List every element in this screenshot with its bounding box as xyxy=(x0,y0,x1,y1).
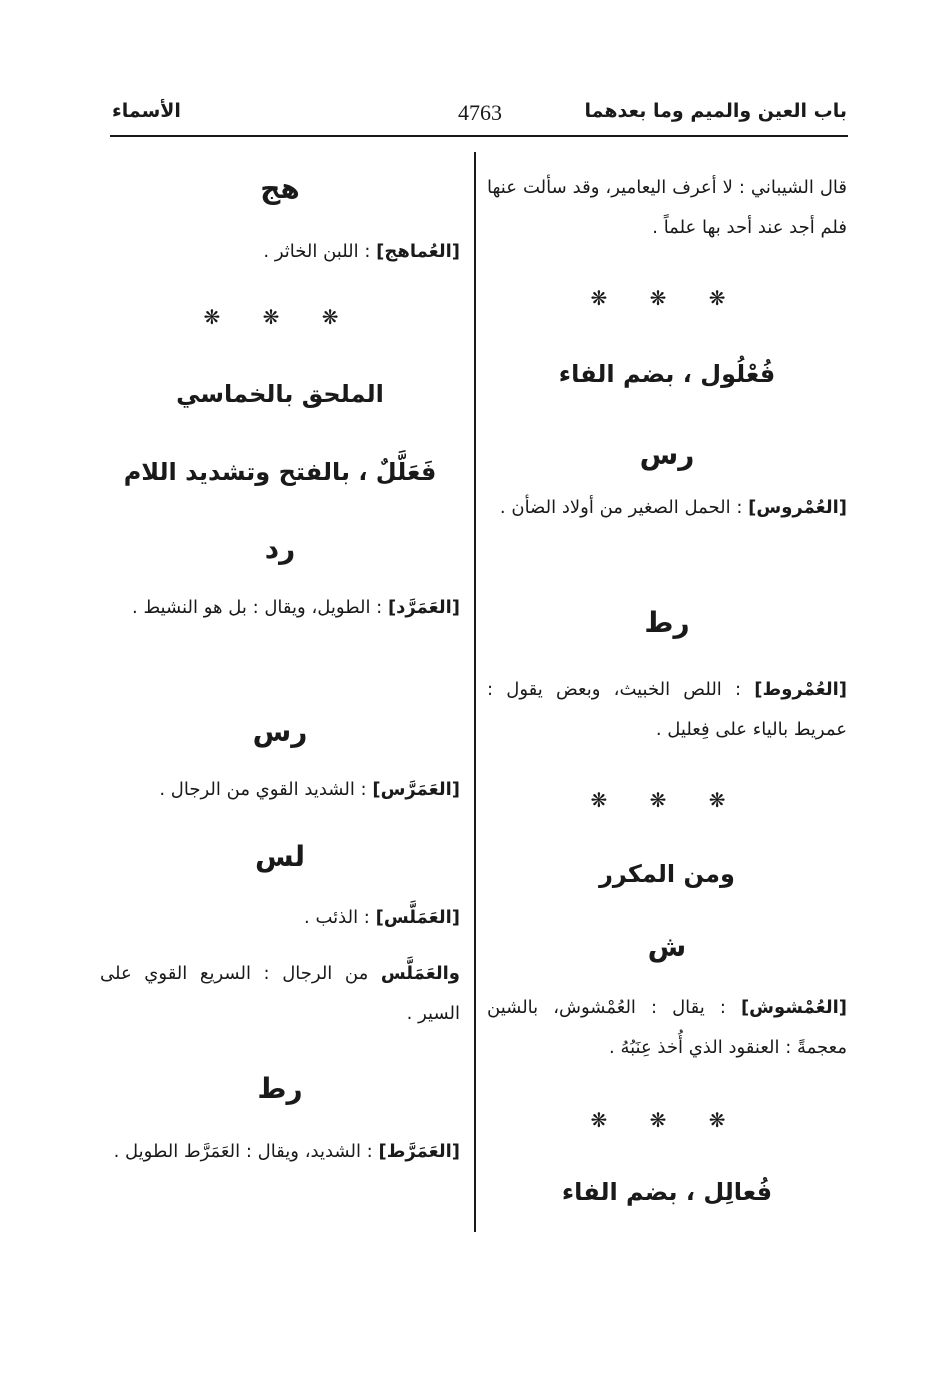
intro-paragraph: قال الشيباني : لا أعرف اليعامير، وقد سألت عنها فلم أجد عند أحد بها علماً . xyxy=(487,177,847,238)
entry-definition: : الذئب . xyxy=(304,907,376,928)
root-heading: هج xyxy=(260,172,300,205)
entry-paragraph xyxy=(100,898,460,938)
section-heading: الملحق بالخماسي xyxy=(176,380,384,408)
page-number: 4763 xyxy=(458,100,502,125)
entry-headword: [العُمْروس] xyxy=(748,497,847,518)
entry-definition: : الشديد، ويقال : العَمَرَّط الطويل . xyxy=(113,1141,379,1162)
entry-paragraph xyxy=(487,988,847,1068)
separator-stars: ❋ ❋ ❋ xyxy=(590,788,744,812)
running-header-left: الأسماء xyxy=(112,100,181,122)
entry-paragraph xyxy=(100,770,460,810)
entry-paragraph xyxy=(100,954,460,1034)
root-heading: لس xyxy=(254,840,306,873)
entry-headword: [العَمَلَّس] xyxy=(375,907,460,928)
root-heading: رد xyxy=(264,532,296,565)
root-heading: رط xyxy=(257,1072,303,1105)
entry-definition: : الحمل الصغير من أولاد الضأن . xyxy=(499,497,749,518)
section-heading: فُعْلُول ، بضم الفاء xyxy=(558,360,776,388)
entry-paragraph xyxy=(487,488,847,528)
entry-paragraph xyxy=(100,1132,460,1172)
entry-paragraph xyxy=(100,232,460,272)
entry-definition: من الرجال : السريع القوي على السير . xyxy=(100,963,460,1024)
separator-stars: ❋ ❋ ❋ xyxy=(203,305,357,329)
entry-definition: : الطويل، ويقال : بل هو النشيط . xyxy=(132,597,388,618)
entry-definition: : الشديد القوي من الرجال . xyxy=(159,779,373,800)
entry-headword: [العَمَرَّط] xyxy=(378,1141,460,1162)
entry-headword: [العُمْشوش] xyxy=(740,997,847,1018)
entry-definition: : اللص الخبيث، وبعض يقول : عمريط بالياء على فِعليل . xyxy=(487,679,847,740)
entry-definition: : يقال : العُمْشوش، بالشين معجمةً : العنقود الذي أُخذ عِنَبُهُ . xyxy=(487,997,847,1058)
entry-headword: [العُماهج] xyxy=(376,241,460,262)
root-heading: ش xyxy=(647,930,687,963)
column-divider xyxy=(474,152,476,1232)
entry-paragraph xyxy=(487,670,847,750)
running-header-right: باب العين والميم وما بعدهما xyxy=(584,100,847,122)
separator-stars: ❋ ❋ ❋ xyxy=(590,286,744,310)
entry-definition: : اللبن الخاثر . xyxy=(263,241,377,262)
entry-headword: والعَمَلَّس xyxy=(380,963,460,984)
section-heading: فُعالِل ، بضم الفاء xyxy=(561,1178,773,1206)
root-heading: رس xyxy=(252,715,308,748)
separator-stars: ❋ ❋ ❋ xyxy=(590,1108,744,1132)
entry-paragraph xyxy=(100,588,460,628)
entry-headword: [العَمَرَّس] xyxy=(372,779,460,800)
root-heading: رط xyxy=(644,606,690,639)
entry-headword: [العُمْروط] xyxy=(754,679,847,700)
section-heading: فَعَلَّلٌ ، بالفتح وتشديد اللام xyxy=(123,458,437,486)
section-heading: ومن المكرر xyxy=(599,860,735,888)
entry-headword: [العَمَرَّد] xyxy=(387,597,460,618)
root-heading: رس xyxy=(639,438,695,471)
header-rule xyxy=(110,135,848,137)
